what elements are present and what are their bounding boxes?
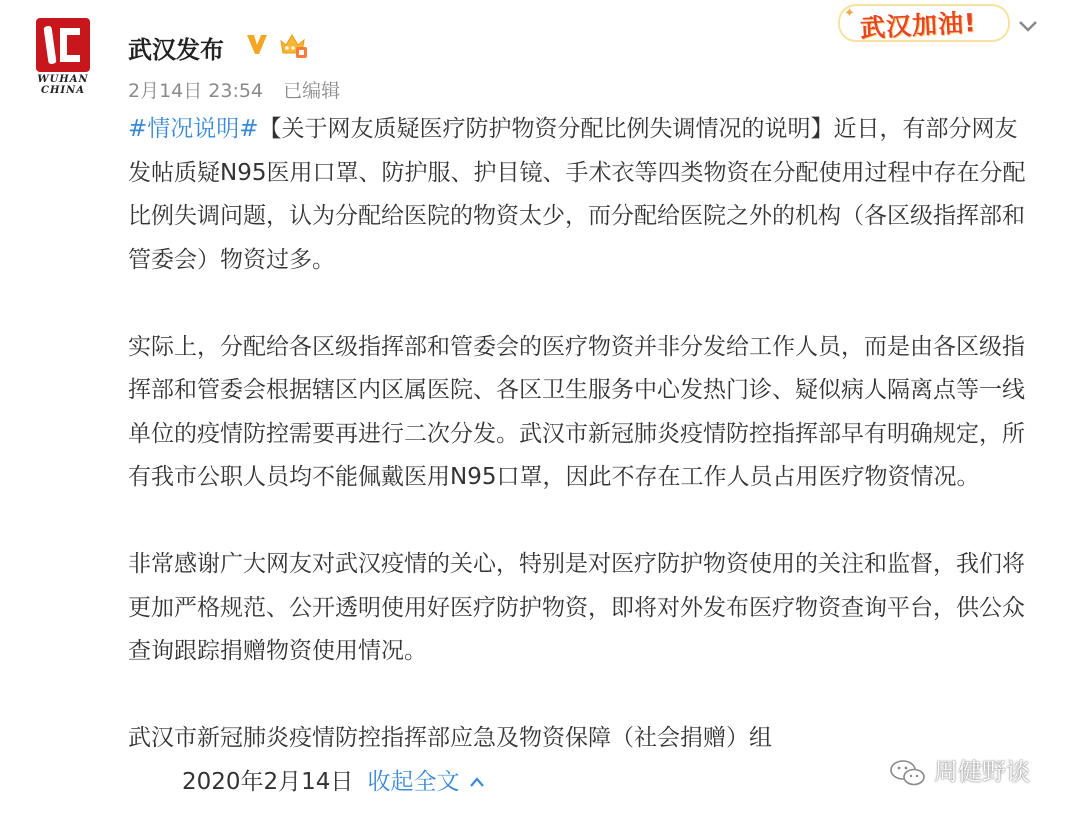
post-meta	[128, 76, 354, 103]
edit-status[interactable]: 已编辑	[283, 80, 341, 102]
sparkle-icon: ✦	[844, 6, 855, 21]
wuhan-logo	[36, 18, 90, 72]
post-signature: 武汉市新冠肺炎疫情防控指挥部应急及物资保障（社会捐赠）组	[128, 725, 772, 751]
cheer-sticker	[838, 4, 1010, 42]
avatar-caption: WUHAN CHINA	[37, 74, 89, 96]
post-time[interactable]: 2月14日 23:54	[128, 80, 264, 102]
post-paragraph-2: 实际上，分配给各区级指挥部和管委会的医疗物资并非分发给工作人员，而是由各区级指挥部和管委会根据辖区内区属医院、各区卫生服务中心发热门诊、疑似病人隔离点等一线单位的疫情防控需要再进行二次分发。武汉市新冠肺炎疫情防控指挥部早有明确规定，所有我市公职人员均不能佩戴医用N95口罩，因此不存在工作人员占用医疗物资情况。	[128, 333, 1025, 490]
collapse-button[interactable]: 收起全文	[367, 768, 460, 795]
post-content	[128, 108, 1033, 804]
post-paragraph-1-text: 【关于网友质疑医疗防护物资分配比例失调情况的说明】近日，有部分网友发帖质疑N95医用口罩、防护服、护目镜、手术衣等四类物资在分配使用过程中存在分配比例失调问题，认为分配给医院的物资太少，而分配给医院之外的机构（各区级指挥部和管委会）物资过多。	[128, 116, 1026, 273]
chevron-down-icon[interactable]	[1017, 18, 1039, 34]
cheer-sticker-text: 武汉加油!	[859, 7, 978, 44]
wechat-icon	[888, 758, 928, 788]
post-date: 2020年2月14日	[182, 768, 354, 795]
member-crown-icon[interactable]	[278, 31, 308, 59]
avatar[interactable]	[30, 18, 96, 108]
watermark-text: 周健野谈	[934, 758, 1030, 786]
chevron-up-icon[interactable]	[469, 776, 485, 788]
verified-icon	[244, 31, 270, 57]
hashtag-link[interactable]: #情况说明#	[128, 116, 259, 142]
post-paragraph-1	[128, 108, 1033, 282]
post-paragraph-3: 非常感谢广大网友对武汉疫情的关心，特别是对医疗防护物资使用的关注和监督，我们将更加严格规范、公开透明使用好医疗防护物资，即将对外发布医疗物资查询平台，供公众查询跟踪捐赠物资使用情况。	[128, 551, 1025, 664]
account-name[interactable]: 武汉发布	[128, 36, 224, 64]
watermark	[888, 752, 1030, 786]
